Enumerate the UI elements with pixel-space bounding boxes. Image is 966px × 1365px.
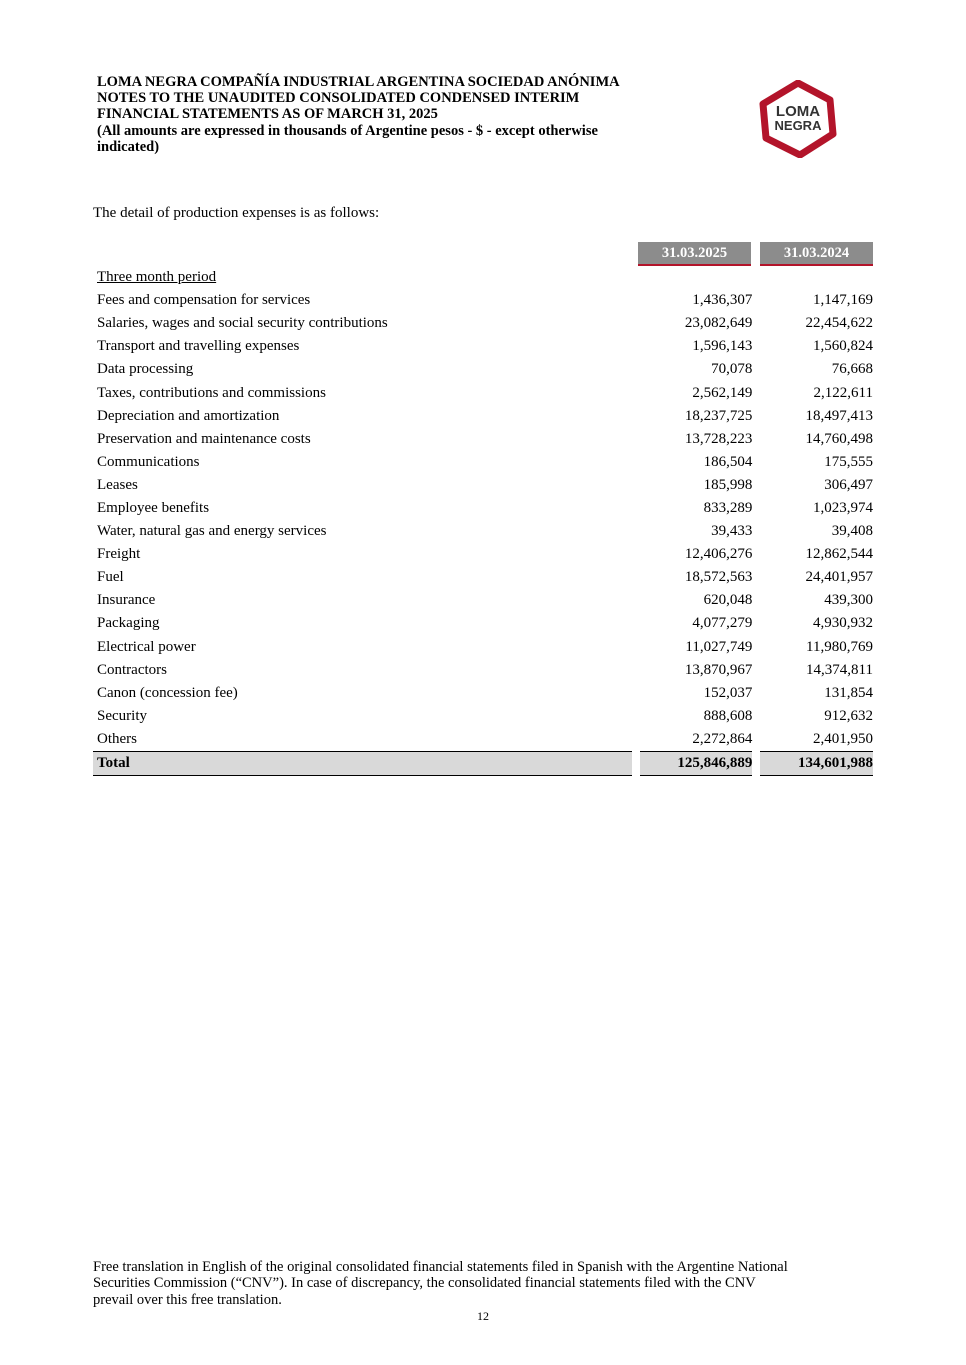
row-label: Preservation and maintenance costs (97, 430, 311, 447)
value-2025: 1,596,143 (692, 338, 753, 355)
value-2025: 70,078 (711, 361, 753, 378)
table-row (93, 728, 873, 752)
header-currency-note-cont: indicated) (97, 138, 160, 155)
document-header (97, 74, 717, 155)
table-row (93, 451, 873, 474)
value-2025: 186,504 (703, 453, 753, 470)
value-2025: 620,048 (703, 592, 753, 609)
row-label: Security (97, 707, 147, 724)
total-row (93, 751, 873, 775)
table-row (93, 497, 873, 520)
value-2025: 185,998 (703, 476, 753, 493)
value-2024: 2,401,950 (813, 730, 873, 747)
value-2025: 12,406,276 (684, 546, 753, 563)
value-2024: 11,980,769 (806, 638, 873, 655)
value-2024: 22,454,622 (805, 315, 873, 332)
row-label: Communications (97, 453, 200, 470)
table-row (93, 405, 873, 428)
value-2024: 2,122,611 (813, 384, 873, 401)
value-2024: 1,560,824 (813, 338, 873, 355)
table-row (93, 335, 873, 358)
value-2024: 14,374,811 (806, 661, 873, 678)
loma-negra-logo (758, 80, 838, 158)
value-2025: 1,436,307 (692, 292, 753, 309)
row-label: Canon (concession fee) (97, 684, 238, 701)
value-2024: 76,668 (831, 361, 873, 378)
row-label: Data processing (97, 361, 194, 378)
value-2024: 4,930,932 (813, 615, 873, 632)
column-header-2025: 31.03.2025 (638, 242, 751, 266)
value-2025: 18,237,725 (684, 407, 753, 424)
value-2025: 39,433 (711, 523, 753, 540)
table-row (93, 520, 873, 543)
column-header-2024: 31.03.2024 (760, 242, 873, 266)
header-notes-title: NOTES TO THE UNAUDITED CONSOLIDATED CONDENSED INTERIM (97, 90, 580, 107)
table-row (93, 612, 873, 635)
value-2024: 131,854 (824, 684, 873, 701)
table-row (93, 358, 873, 381)
value-2025: 18,572,563 (684, 569, 753, 586)
value-2024: 1,023,974 (813, 499, 873, 516)
table-row (93, 428, 873, 451)
value-2024: 175,555 (824, 453, 873, 470)
translation-disclaimer (93, 1259, 883, 1308)
production-expenses-table (93, 266, 873, 776)
logo-text-negra: NEGRA (774, 118, 822, 133)
table-row (93, 589, 873, 612)
row-label: Water, natural gas and energy services (97, 523, 327, 540)
table-row (93, 566, 873, 589)
value-2024: 1,147,169 (813, 292, 873, 309)
header-statements-date: FINANCIAL STATEMENTS AS OF MARCH 31, 2025 (97, 106, 438, 123)
table-row (93, 474, 873, 497)
value-2025: 23,082,649 (684, 315, 753, 332)
row-label: Fuel (97, 569, 124, 586)
disclaimer-line-2: Securities Commission (“CNV”). In case of discrepancy, the consolidated financial statements filed with the CNV (93, 1275, 756, 1292)
value-2025: 2,562,149 (692, 384, 753, 401)
table-row (93, 636, 873, 659)
value-2025: 833,289 (703, 499, 753, 516)
table-row (93, 705, 873, 728)
row-label: Freight (97, 546, 141, 563)
page-number: 12 (477, 1309, 489, 1323)
row-label: Others (97, 730, 137, 747)
value-2025: 152,037 (703, 684, 753, 701)
value-2025: 4,077,279 (692, 615, 753, 632)
value-2024: 134,601,988 (760, 751, 873, 775)
row-label: Insurance (97, 592, 156, 609)
value-2025: 125,846,889 (640, 751, 753, 775)
disclaimer-line-1: Free translation in English of the original consolidated financial statements filed in Spanish with the Argentine National (93, 1259, 788, 1275)
value-2024: 306,497 (824, 476, 873, 493)
row-label: Packaging (97, 615, 160, 632)
table-row (93, 682, 873, 705)
row-label: Leases (97, 476, 138, 493)
row-label: Transport and travelling expenses (97, 338, 300, 355)
section-label: Three month period (97, 269, 217, 286)
row-label: Depreciation and amortization (97, 407, 280, 424)
value-2024: 912,632 (824, 707, 873, 724)
logo-text-loma: LOMA (775, 103, 821, 120)
header-company-name: LOMA NEGRA COMPAÑÍA INDUSTRIAL ARGENTINA SOCIEDAD ANÓNIMA (97, 74, 620, 90)
disclaimer-line-3: prevail over this free translation. (93, 1291, 282, 1308)
row-label: Employee benefits (97, 499, 210, 516)
value-2024: 24,401,957 (805, 569, 873, 586)
section-row (93, 266, 873, 289)
value-2025: 11,027,749 (685, 638, 753, 655)
table-row (93, 381, 873, 404)
row-label: Fees and compensation for services (97, 292, 311, 309)
table-row (93, 543, 873, 566)
intro-text: The detail of production expenses is as follows: (93, 205, 380, 221)
table-row (93, 659, 873, 682)
row-label: Salaries, wages and social security contributions (97, 315, 388, 332)
value-2024: 439,300 (824, 592, 873, 609)
row-label: Taxes, contributions and commissions (97, 384, 326, 401)
value-2025: 888,608 (703, 707, 753, 724)
row-label: Total (93, 751, 632, 775)
value-2025: 2,272,864 (692, 730, 753, 747)
table-row (93, 312, 873, 335)
header-currency-note: (All amounts are expressed in thousands of Argentine pesos - $ - except otherwise (97, 122, 598, 139)
value-2024: 18,497,413 (805, 407, 873, 424)
row-label: Electrical power (97, 638, 196, 655)
value-2024: 12,862,544 (805, 546, 873, 563)
value-2025: 13,728,223 (684, 430, 753, 447)
row-label: Contractors (97, 661, 167, 678)
value-2025: 13,870,967 (684, 661, 753, 678)
table-row (93, 289, 873, 312)
value-2024: 14,760,498 (805, 430, 873, 447)
value-2024: 39,408 (831, 523, 873, 540)
